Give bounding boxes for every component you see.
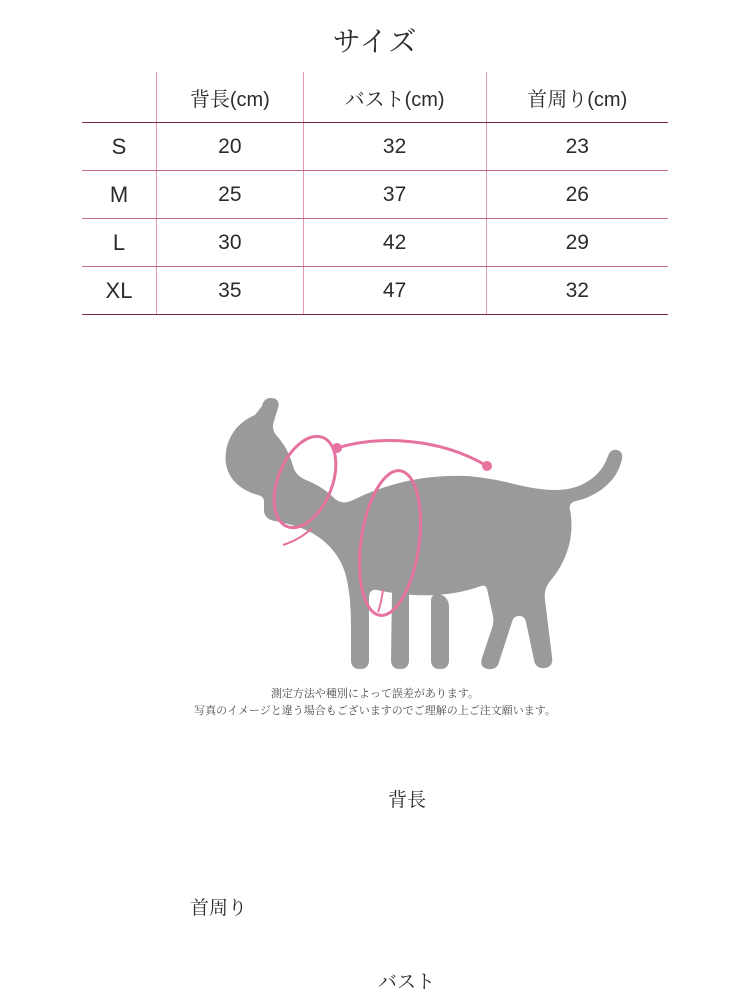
header-size — [82, 72, 157, 123]
dog-front-leg — [391, 584, 409, 669]
cell-neck: 23 — [486, 123, 668, 171]
annotation-bust: バスト — [378, 972, 436, 993]
table-header-row — [82, 72, 668, 123]
page-title: サイズ — [332, 26, 418, 57]
note-line-1: 測定方法や種別によって誤差があります。 — [270, 688, 480, 700]
disclaimer-note — [0, 686, 750, 719]
bust-leader-line — [378, 590, 383, 612]
annotation-neck: 首周り — [190, 898, 248, 919]
header-back-length: 背長(cm) — [157, 72, 304, 123]
table-row — [82, 219, 668, 267]
cell-size: M — [82, 171, 157, 219]
header-neck: 首周り(cm) — [486, 72, 668, 123]
cell-bust: 32 — [303, 123, 486, 171]
cell-size: S — [82, 123, 157, 171]
cell-back-length: 25 — [157, 171, 304, 219]
size-table-container — [82, 72, 668, 315]
dog-rear-leg — [431, 594, 449, 669]
cell-bust: 47 — [303, 267, 486, 315]
table-row — [82, 171, 668, 219]
cell-back-length: 30 — [157, 219, 304, 267]
dog-body-shape — [225, 398, 622, 669]
cell-size: XL — [82, 267, 157, 315]
table-body — [82, 123, 668, 315]
cell-size: L — [82, 219, 157, 267]
cell-bust: 37 — [303, 171, 486, 219]
cell-neck: 32 — [486, 267, 668, 315]
table-header — [82, 72, 668, 123]
size-table — [82, 72, 668, 315]
note-line-2: 写真のイメージと違う場合もございますのでご理解の上ご注文願います。 — [194, 704, 556, 717]
table-row — [82, 123, 668, 171]
header-bust: バスト(cm) — [303, 72, 486, 123]
cell-back-length: 35 — [157, 267, 304, 315]
cell-bust: 42 — [303, 219, 486, 267]
cell-neck: 29 — [486, 219, 668, 267]
annotation-back-length: 背長 — [388, 790, 427, 811]
back-length-end-dot — [482, 461, 492, 471]
cell-back-length: 20 — [157, 123, 304, 171]
table-row — [82, 267, 668, 315]
dog-silhouette-icon — [225, 398, 622, 669]
cell-neck: 26 — [486, 171, 668, 219]
back-length-measure-line — [337, 441, 487, 466]
back-length-start-dot — [332, 443, 342, 453]
